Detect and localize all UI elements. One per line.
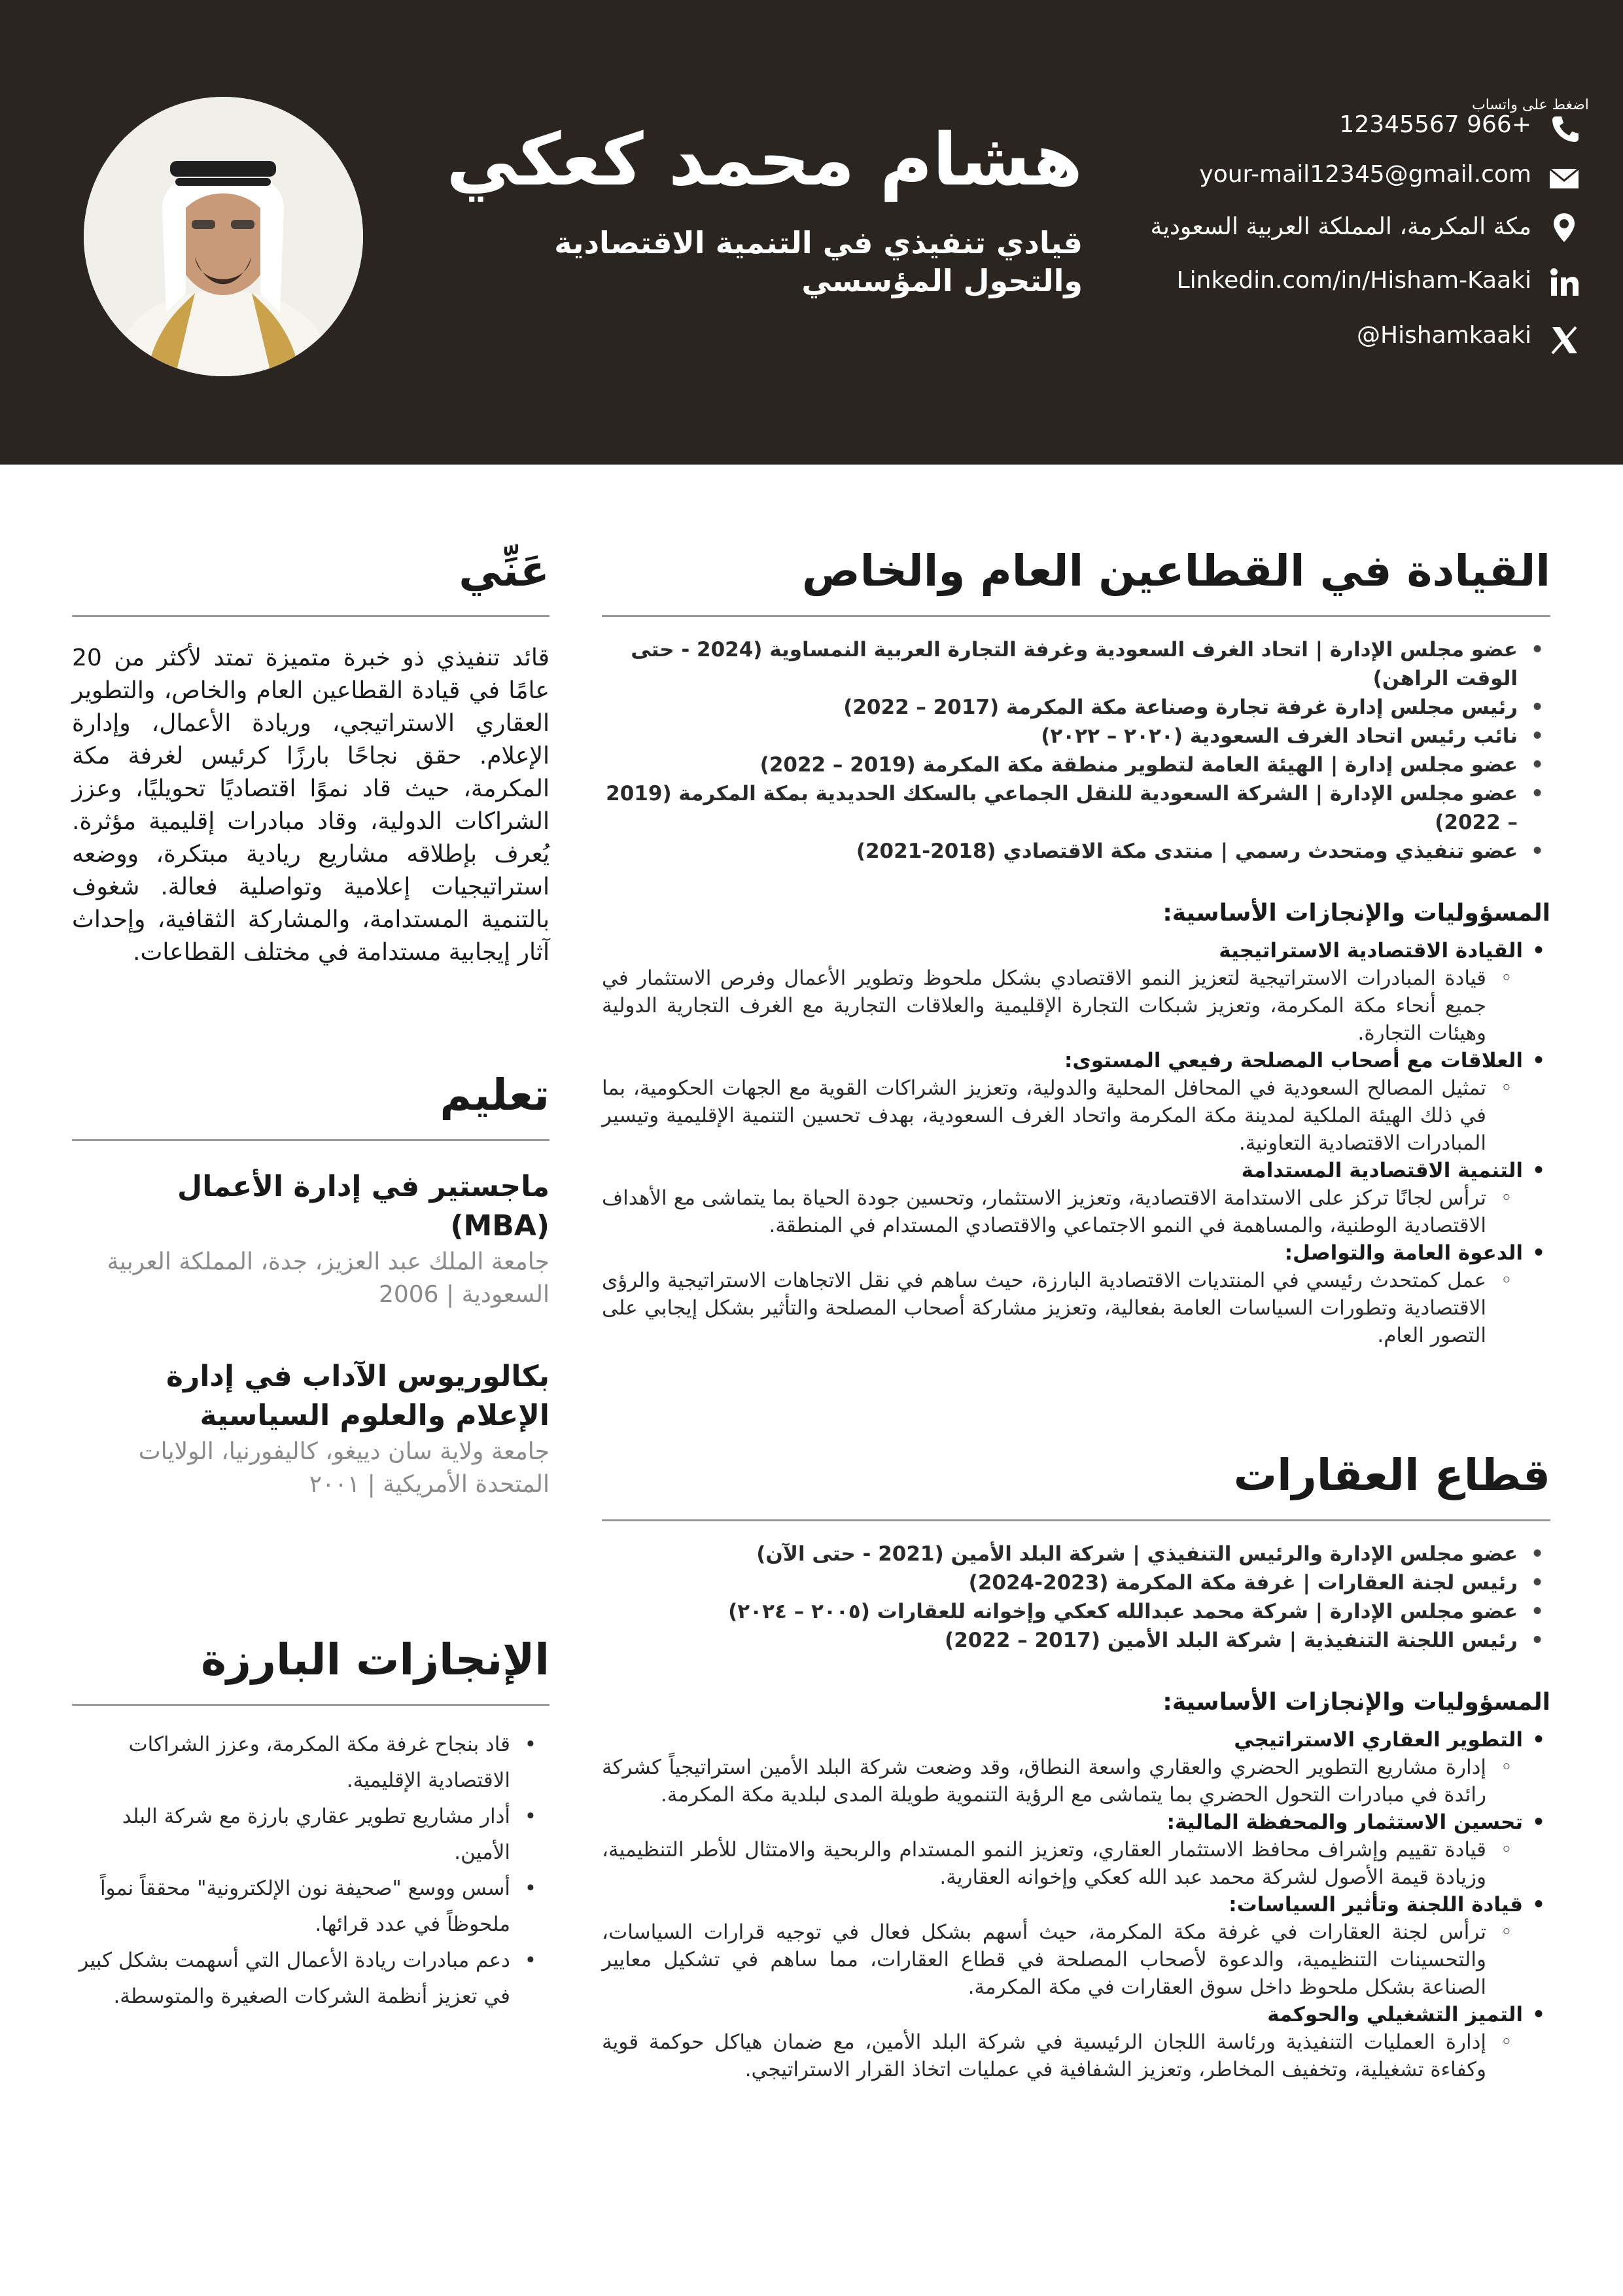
contact-x-handle[interactable]: Hishamkaaki@ bbox=[1357, 322, 1531, 349]
resp-heading: • التنمية الاقتصادية المستدامة bbox=[602, 1157, 1523, 1184]
header-banner bbox=[0, 0, 1623, 465]
leadership-positions bbox=[602, 635, 1550, 866]
resp-text: ◦ قيادة المبادرات الاستراتيجية لتعزيز النمو الاقتصادي بشكل ملحوظ وتطوير الأعمال وفرص الاستثمار في جميع أنحاء مكة المكرمة، وتعزيز شبكات التجارة الإقليمية والعلاقات التجارية مع الغرف التجارية الدولية وهيئات التجارة. bbox=[602, 964, 1523, 1047]
position-item: • رئيس اللجنة التنفيذية | شركة البلد الأمين (2017 – 2022) bbox=[602, 1626, 1518, 1655]
about-section-title: عَنِّي bbox=[72, 543, 550, 617]
portrait-illustration bbox=[84, 97, 363, 376]
position-item: • عضو تنفيذي ومتحدث رسمي | منتدى مكة الاقتصادي (2018-2021) bbox=[602, 837, 1518, 866]
position-item: • رئيس مجلس إدارة غرفة تجارة وصناعة مكة المكرمة (2017 – 2022) bbox=[602, 693, 1518, 722]
contact-phone[interactable]: +966 12345567 bbox=[1339, 111, 1531, 138]
resp-heading: • التميز التشغيلي والحوكمة bbox=[602, 2001, 1523, 2028]
contact-linkedin[interactable]: Linkedin.com/in/Hisham-Kaaki bbox=[1176, 267, 1531, 294]
resp-text: ◦ قيادة تقييم وإشراف محافظ الاستثمار العقاري، وتعزيز النمو المستدام والربحية والامتثال للأطر التنظيمية، وزيادة قيمة الأصول لشركة محمد عبد الله كعكي وإخوانه العقارية. bbox=[602, 1836, 1523, 1891]
contact-location: مكة المكرمة، المملكة العربية السعودية bbox=[1150, 213, 1531, 240]
phone-icon bbox=[1547, 111, 1581, 145]
resp-heading: • التطوير العقاري الاستراتيجي bbox=[602, 1726, 1523, 1754]
education-school: جامعة الملك عبد العزيز، جدة، المملكة العربية السعودية | 2006 bbox=[107, 1248, 550, 1308]
resp-text: ◦ إدارة العمليات التنفيذية ورئاسة اللجان الرئيسية في شركة البلد الأمين، مع ضمان هياكل حوكمة قوية وكفاءة تشغيلية، وتخفيف المخاطر، وتعزيز الشفافية في عمليات اتخاذ القرار الاستراتيجي. bbox=[602, 2028, 1523, 2083]
resp-heading: • القيادة الاقتصادية الاستراتيجية bbox=[602, 937, 1523, 964]
main-column bbox=[602, 543, 1550, 2083]
position-item: • عضو مجلس الإدارة والرئيس التنفيذي | شركة البلد الأمين (2021 - حتى الآن) bbox=[602, 1540, 1518, 1568]
achievement-item: • أدار مشاريع تطوير عقاري بارزة مع شركة البلد الأمين. bbox=[72, 1799, 510, 1871]
job-subtitle: قيادي تنفيذي في التنمية الاقتصادية والتحول المؤسسي bbox=[554, 225, 1083, 298]
side-column bbox=[72, 543, 550, 2015]
realestate-resp-title: المسؤوليات والإنجازات الأساسية: bbox=[1162, 1689, 1550, 1716]
resp-text: ◦ تمثيل المصالح السعودية في المحافل المحلية والدولية، وتعزيز الشراكات القوية مع الجهات الحكومية، بما في ذلك الهيئة الملكية لمدينة مكة المكرمة واتحاد الغرف السعودية، بهدف تحسين التنمية الإقليمية وتيسير المبادرات الاقتصادية التعاونية. bbox=[602, 1074, 1523, 1157]
education-degree: ماجستير في إدارة الأعمال (MBA) bbox=[177, 1170, 550, 1243]
whatsapp-hint: اضغط على واتساب bbox=[1472, 97, 1589, 113]
resp-heading: • قيادة اللجنة وتأثير السياسات: bbox=[602, 1891, 1523, 1918]
position-item: • عضو مجلس الإدارة | الشركة السعودية للنقل الجماعي بالسكك الحديدية بمكة المكرمة (2019 – 2022) bbox=[602, 779, 1518, 837]
achievement-item: • دعم مبادرات ريادة الأعمال التي أسهمت بشكل كبير في تعزيز أنظمة الشركات الصغيرة والمتوسطة. bbox=[72, 1943, 510, 2015]
leadership-section-title: القيادة في القطاعين العام والخاص bbox=[602, 543, 1550, 617]
realestate-section-title: قطاع العقارات bbox=[602, 1447, 1550, 1521]
x-logo-icon bbox=[1547, 323, 1581, 357]
profile-photo bbox=[84, 97, 363, 376]
position-item: • عضو مجلس الإدارة | شركة محمد عبدالله كعكي وإخوانه للعقارات (٢٠٠٥ – ٢٠٢٤) bbox=[602, 1597, 1518, 1626]
resp-heading: • العلاقات مع أصحاب المصلحة رفيعي المستوى: bbox=[602, 1047, 1523, 1074]
email-icon bbox=[1547, 161, 1581, 195]
position-item: • نائب رئيس اتحاد الغرف السعودية (٢٠٢٠ – ٢٠٢٢) bbox=[602, 722, 1518, 751]
linkedin-icon bbox=[1547, 266, 1581, 300]
resp-text: ◦ ترأس لجنة العقارات في غرفة مكة المكرمة، حيث أسهم بشكل فعال في توجيه قرارات السياسات، والتحسينات التنظيمية، والدعوة لأصحاب المصلحة في قطاع العقارات، مما ساهم في تشكيل معايير الصناعة بشكل ملحوظ داخل سوق العقارات في مكة المكرمة. bbox=[602, 1918, 1523, 2001]
achievement-item: • أسس ووسع "صحيفة نون الإلكترونية" محققاً نمواً ملحوظاً في عدد قرائها. bbox=[72, 1871, 510, 1943]
resp-text: ◦ عمل كمتحدث رئيسي في المنتديات الاقتصادية البارزة، حيث ساهم في نقل الاتجاهات الاستراتيجية والرؤى الاقتصادية وتطورات السياسات العامة بفعالية، وتعزيز مشاركة أصحاب المصلحة والتأثير بشكل إيجابي على التصور العام. bbox=[602, 1267, 1523, 1349]
about-text: قائد تنفيذي ذو خبرة متميزة تمتد لأكثر من 20 عامًا في قيادة القطاعين العام والخاص، والتطوير العقاري الاستراتيجي، وريادة الأعمال، وإدارة الإعلام. حقق نجاحًا بارزًا كرئيس لغرفة مكة المكرمة، حيث قاد نموًا اقتصاديًا تحويليًا، وعزز الشراكات الدولية، وقاد مبادرات إقليمية مؤثرة. يُعرف بإطلاقه مشاريع ريادية مبتكرة، ووضعه استراتيجيات إعلامية وتواصلية فعالة. شغوف بالتنمية المستدامة، والمشاركة الثقافية، وإحداث آثار إيجابية مستدامة في مختلف القطاعات. bbox=[72, 645, 550, 966]
position-item: • عضو مجلس الإدارة | اتحاد الغرف السعودية وغرفة التجارة العربية النمساوية (2024 - حتى الوقت الراهن) bbox=[602, 635, 1518, 693]
location-pin-icon bbox=[1547, 211, 1581, 245]
person-name: هشام محمد كعكي bbox=[446, 118, 1083, 202]
achievements-list bbox=[72, 1727, 550, 2015]
realestate-positions bbox=[602, 1540, 1550, 1655]
position-item: • رئيس لجنة العقارات | غرفة مكة المكرمة (2023-2024) bbox=[602, 1568, 1518, 1597]
resp-heading: • تحسين الاستثمار والمحفظة المالية: bbox=[602, 1809, 1523, 1836]
leadership-resp-title: المسؤوليات والإنجازات الأساسية: bbox=[1162, 900, 1550, 927]
realestate-resp-block bbox=[602, 1726, 1550, 2083]
education-degree: بكالوريوس الآداب في إدارة الإعلام والعلوم السياسية bbox=[166, 1360, 550, 1432]
resp-text: ◦ إدارة مشاريع التطوير الحضري والعقاري واسعة النطاق، وقد وضعت شركة البلد الأمين استراتيجياً كشركة رائدة في مبادرات التحول الحضري بما يتماشى مع الرؤية التنموية طويلة المدى لبلدية مكة المكرمة. bbox=[602, 1754, 1523, 1809]
education-section-title: تعليم bbox=[72, 1067, 550, 1141]
position-item: • عضو مجلس إدارة | الهيئة العامة لتطوير منطقة مكة المكرمة (2019 – 2022) bbox=[602, 751, 1518, 779]
education-school: جامعة ولاية سان دييغو، كاليفورنيا، الولايات المتحدة الأمريكية | ٢٠٠١ bbox=[138, 1438, 550, 1498]
achievement-item: • قاد بنجاح غرفة مكة المكرمة، وعزز الشراكات الاقتصادية الإقليمية. bbox=[72, 1727, 510, 1799]
contact-email[interactable]: your-mail12345@gmail.com bbox=[1199, 161, 1531, 188]
resp-heading: • الدعوة العامة والتواصل: bbox=[602, 1239, 1523, 1267]
achievements-section-title: الإنجازات البارزة bbox=[72, 1632, 550, 1706]
leadership-resp-block bbox=[602, 937, 1550, 1349]
resp-text: ◦ ترأس لجانًا تركز على الاستدامة الاقتصادية، وتعزيز الاستثمار، وتحسين جودة الحياة بما يتماشى مع الأهداف الاقتصادية الوطنية، والمساهمة في النمو الاجتماعي والاقتصادي المستدام في المنطقة. bbox=[602, 1184, 1523, 1239]
